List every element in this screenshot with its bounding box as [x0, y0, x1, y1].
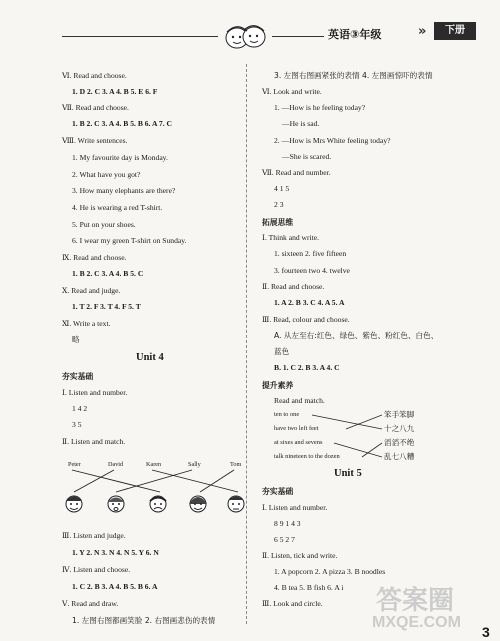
section-title: Ⅸ. Read and choose. — [62, 253, 127, 262]
answer-line: 4 1 5 — [274, 184, 290, 193]
section-title: Ⅲ. Read, colour and choose. — [262, 315, 350, 324]
answer-line: 8 9 1 4 3 — [274, 519, 301, 528]
header-rule-right — [272, 36, 324, 37]
answer-line: 略 — [72, 335, 80, 344]
phrase-left: have two left feet — [274, 425, 319, 432]
phrase-left: ten to one — [274, 411, 300, 418]
phrase-left: at sixes and sevens — [274, 439, 323, 446]
header-title: 英语③年级 — [328, 29, 382, 41]
answer-line: 1. 左图右图都画笑脸 2. 右图画悲伤的表情 — [72, 616, 216, 625]
kid-name: Karen — [146, 461, 162, 468]
header-volume-tag: 下册 — [434, 22, 476, 40]
section-title: Ⅰ. Listen and number. — [62, 388, 128, 397]
answer-line: 1. —How is he feeling today? — [274, 103, 366, 112]
phrase-right: 十之八九 — [384, 424, 415, 433]
answer-line: 6. I wear my green T-shirt on Sunday. — [72, 236, 187, 245]
section-title: Ⅴ. Read and draw. — [62, 599, 119, 608]
phrase-right: 乱七八糟 — [384, 452, 415, 461]
answer-line: 1. A 2. B 3. C 4. A 5. A — [274, 298, 345, 307]
section-title: Ⅱ. Listen and match. — [62, 437, 126, 446]
section-title: Ⅱ. Read and choose. — [262, 282, 325, 291]
answer-line: 1. My favourite day is Monday. — [72, 153, 168, 162]
kid-name: Peter — [68, 461, 81, 468]
phrase-right: 滔滔不绝 — [384, 438, 415, 447]
watermark: MXQE.COM — [372, 614, 461, 631]
kid-face-icon — [64, 492, 84, 514]
kid-face-icon — [106, 492, 126, 514]
answer-line: 3. fourteen two 4. twelve — [274, 266, 350, 275]
double-chevron-icon: » — [418, 24, 427, 39]
section-title: Ⅱ. Listen, tick and write. — [262, 551, 338, 560]
answer-line: 3 5 — [72, 420, 82, 429]
answer-line: 5. Put on your shoes. — [72, 220, 136, 229]
answer-line: 蓝色 — [274, 347, 290, 356]
section-title: Ⅷ. Write sentences. — [62, 136, 128, 145]
header-rule-left — [62, 36, 218, 37]
answer-line: 1. A popcorn 2. A pizza 3. B noodles — [274, 567, 386, 576]
section-title: Ⅲ. Look and circle. — [262, 599, 323, 608]
subsection-heading: 提升素养 — [262, 381, 294, 390]
answer-line: 1. B 2. C 3. A 4. B 5. C — [72, 269, 144, 278]
answer-line: 3. 左图右图画紧张的表情 4. 左图画惊吓的表情 — [274, 71, 433, 80]
kid-face-icon — [148, 492, 168, 514]
answer-line: 1. C 2. B 3. A 4. B 5. B 6. A — [72, 582, 158, 591]
answer-line: —He is sad. — [282, 119, 320, 128]
phrase-match-lines — [310, 410, 384, 464]
kid-name: Sally — [188, 461, 201, 468]
section-title: Read and match. — [274, 396, 325, 405]
answer-line: 1. D 2. C 3. A 4. B 5. E 6. F — [72, 87, 158, 96]
answer-line: B. 1. C 2. B 3. A 4. C — [274, 363, 340, 372]
match-lines — [60, 468, 246, 494]
unit-heading: Unit 5 — [334, 468, 362, 479]
subsection-heading: 夯实基础 — [262, 487, 294, 496]
answer-line: 1. Y 2. N 3. N 4. N 5. Y 6. N — [72, 548, 159, 557]
answer-line: 1. sixteen 2. five fifteen — [274, 249, 347, 258]
column-divider — [246, 64, 247, 624]
section-title: Ⅵ. Read and choose. — [62, 71, 127, 80]
phrase-left: talk nineteen to the dozen — [274, 453, 340, 460]
phrase-right: 笨手笨脚 — [384, 410, 415, 419]
subsection-heading: 拓展思维 — [262, 218, 294, 227]
kid-name: David — [108, 461, 124, 468]
answer-line: 1. T 2. F 3. T 4. F 5. T — [72, 302, 141, 311]
section-title: Ⅰ. Listen and number. — [262, 503, 328, 512]
answer-line: 4. B tea 5. B fish 6. A i — [274, 583, 344, 592]
answer-line: 2. —How is Mrs White feeling today? — [274, 136, 391, 145]
answer-line: 4. He is wearing a red T-shirt. — [72, 203, 163, 212]
answer-line: 1 4 2 — [72, 404, 88, 413]
kid-name: Tom — [230, 461, 242, 468]
unit-heading: Unit 4 — [136, 352, 164, 363]
answer-line: 2. What have you got? — [72, 170, 141, 179]
answer-line: 6 5 2 7 — [274, 535, 295, 544]
section-title: Ⅵ. Look and write. — [262, 87, 322, 96]
section-title: Ⅹ. Read and judge. — [62, 286, 121, 295]
section-title: Ⅺ. Write a text. — [62, 319, 111, 328]
answer-line: A. 从左至右:红色、绿色、紫色、粉红色、白色、 — [274, 331, 439, 340]
section-title: Ⅰ. Think and write. — [262, 233, 320, 242]
answer-line: 3. How many elephants are there? — [72, 186, 176, 195]
subsection-heading: 夯实基础 — [62, 372, 94, 381]
cartoon-kids-icon — [222, 22, 268, 52]
section-title: Ⅶ. Read and number. — [262, 168, 331, 177]
section-title: Ⅶ. Read and choose. — [62, 103, 129, 112]
section-title: Ⅳ. Listen and choose. — [62, 565, 131, 574]
section-title: Ⅲ. Listen and judge. — [62, 531, 126, 540]
answer-line: 2 3 — [274, 200, 284, 209]
answer-line: 1. B 2. C 3. A 4. B 5. B 6. A 7. C — [72, 119, 173, 128]
kid-face-icon — [188, 492, 208, 514]
page-number: 3 — [482, 624, 490, 640]
answer-line: —She is scared. — [282, 152, 332, 161]
kid-face-icon — [226, 492, 246, 514]
watermark-cn: 答案圈 — [376, 585, 455, 615]
